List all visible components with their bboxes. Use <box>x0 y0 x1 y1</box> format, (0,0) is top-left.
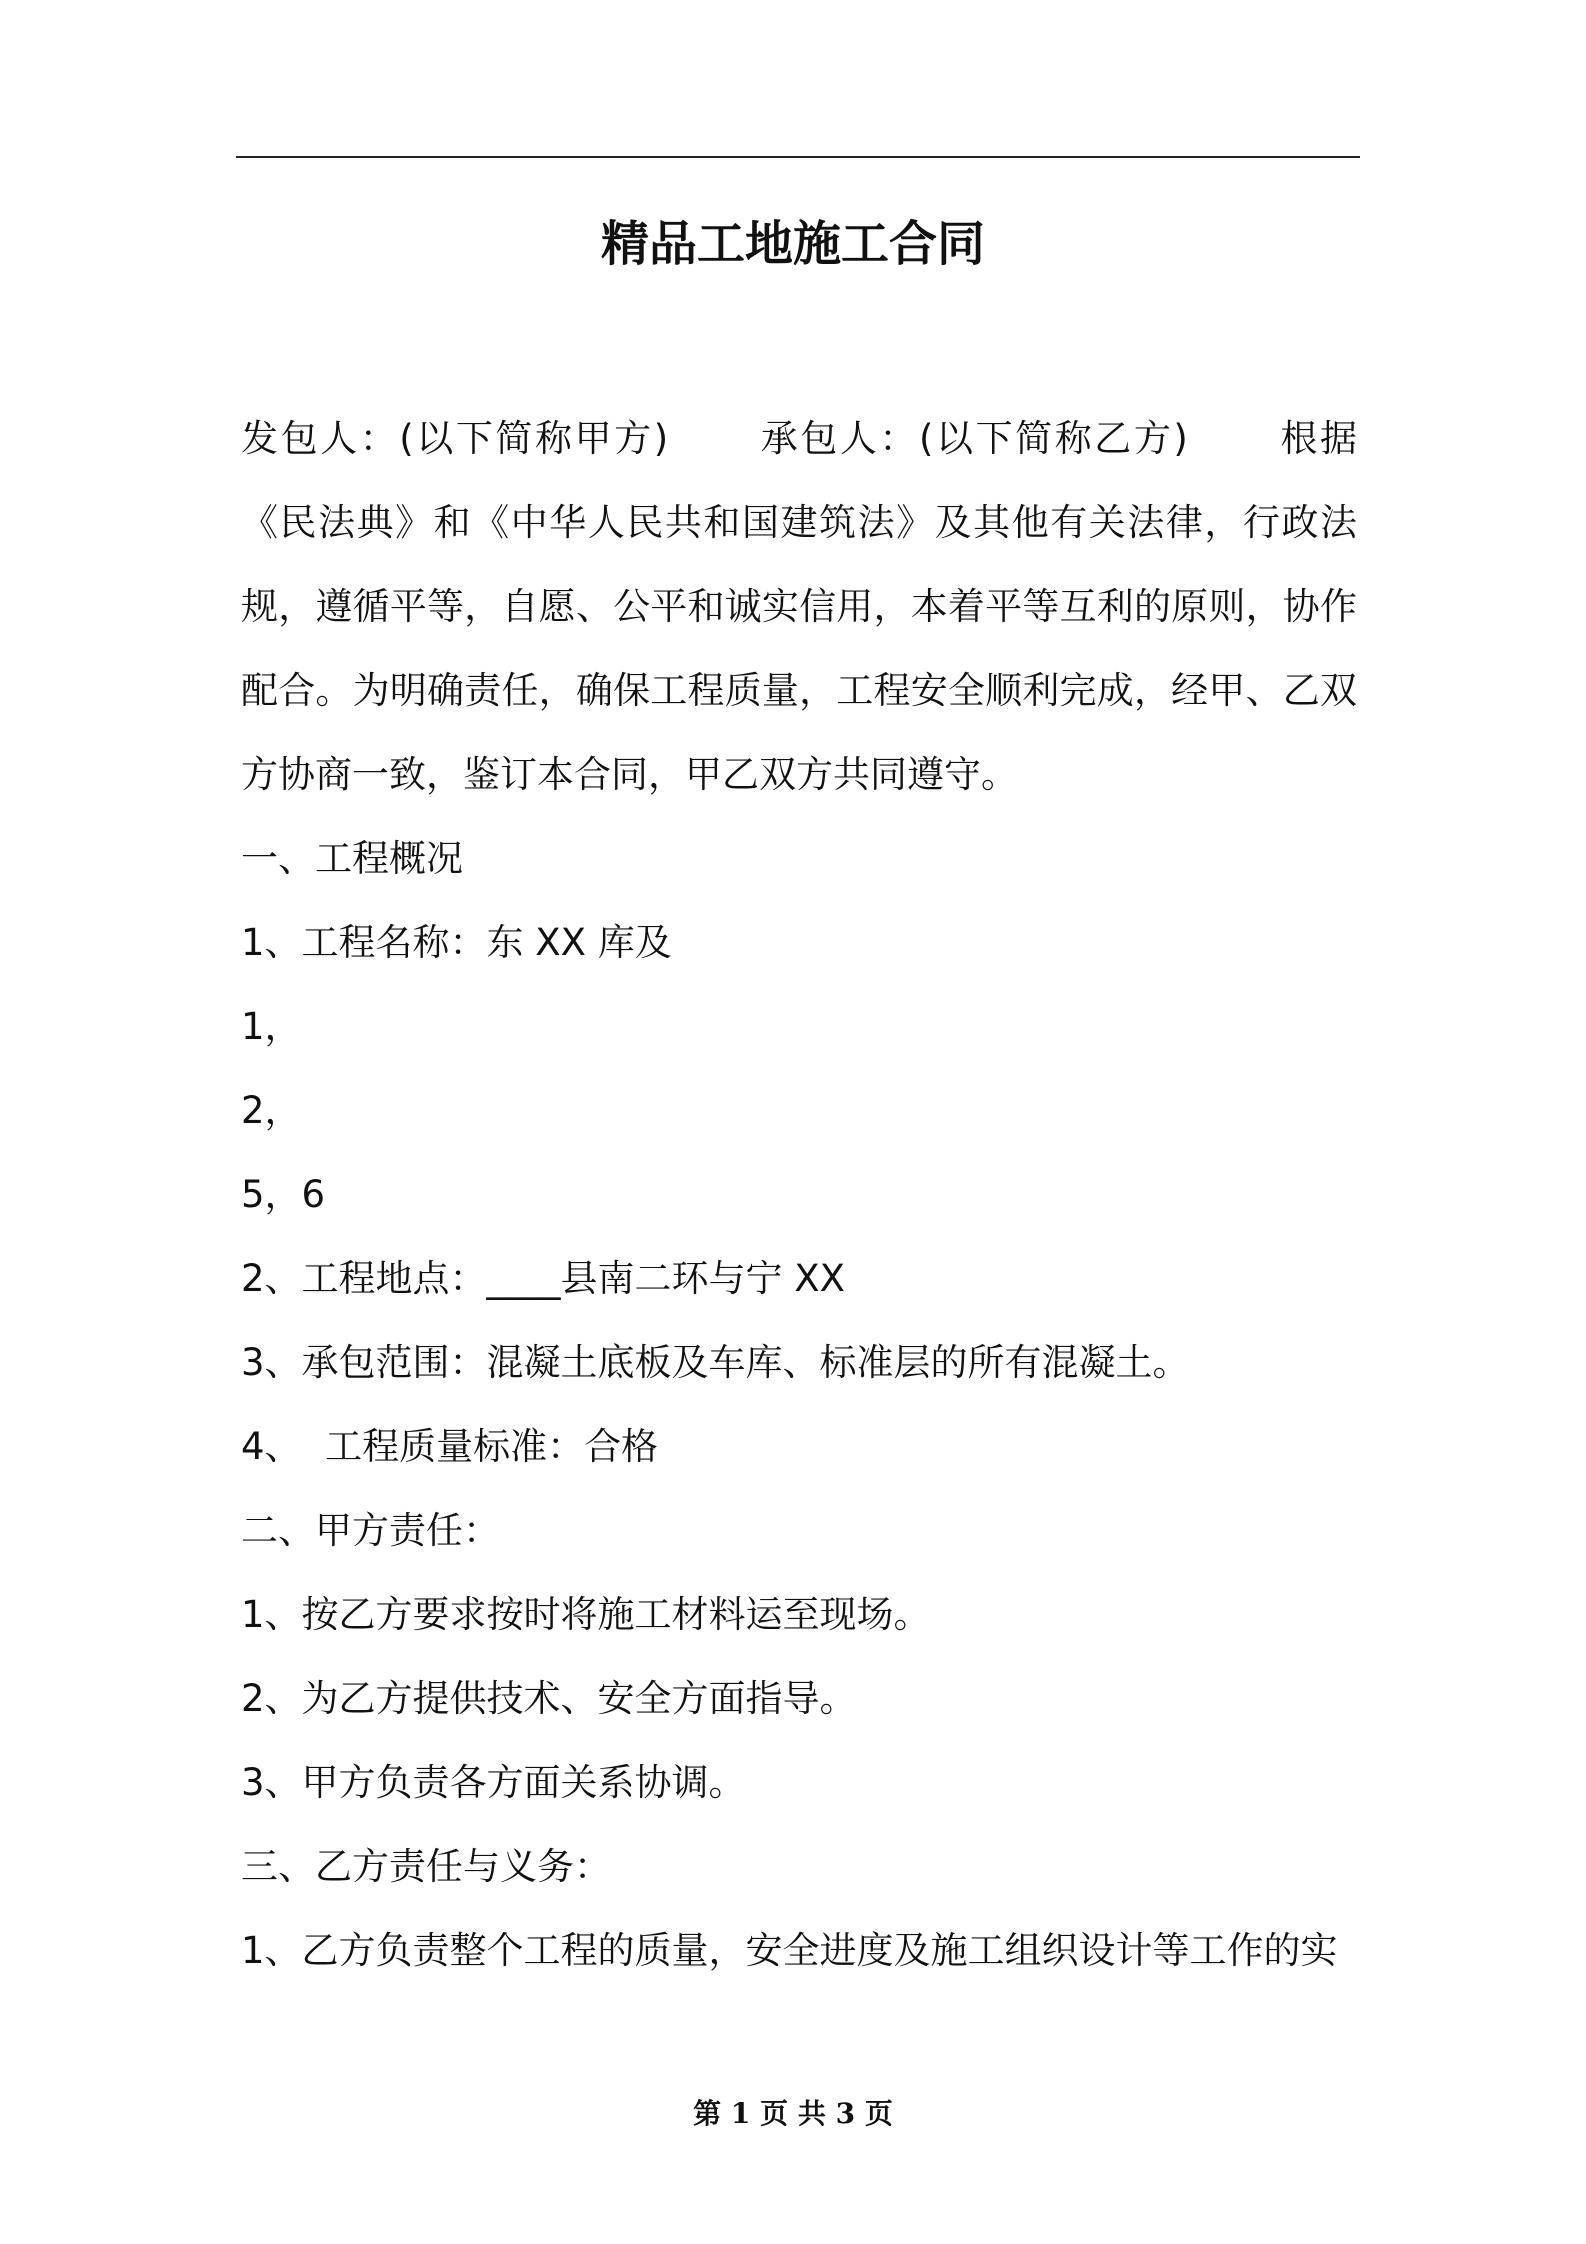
quality-standard-line: 4、 工程质量标准：合格 <box>241 1425 659 1468</box>
header-rule <box>236 156 1360 158</box>
project-location-line: 2、工程地点：____县南二环与宁 XX <box>241 1257 845 1300</box>
party-a-duty-line: 2、为乙方提供技术、安全方面指导。 <box>241 1677 857 1720</box>
intro-body-text: 根据《民法典》和《中华人民共和国建筑法》及其他有关法律，行政法规，遵循平等，自愿、公平和诚实信用，本着平等互利的原则，协作配合。为明确责任，确保工程质量，工程安全顺利完成，经甲、乙双方协商一致，鉴订本合同，甲乙双方共同遵守。 <box>241 417 1357 796</box>
party-a-duty-line: 1、按乙方要求按时将施工材料运至现场。 <box>241 1593 931 1636</box>
list-line: 2， <box>241 1089 302 1132</box>
section-heading-overview: 一、工程概况 <box>241 837 463 880</box>
list-line: 1， <box>241 1005 302 1048</box>
intro-paragraph <box>241 397 1357 817</box>
project-name-line: 1、工程名称：东 XX 库及 <box>241 921 672 964</box>
contract-scope-line: 3、承包范围：混凝土底板及车库、标准层的所有混凝土。 <box>241 1341 1190 1384</box>
page-number-label: 第 1 页 共 3 页 <box>693 2097 893 2130</box>
party-b-label: 承包人：(以下简称乙方) <box>758 417 1188 460</box>
page-footer <box>0 2094 1586 2134</box>
document-body <box>241 397 1357 1993</box>
party-a-duty-line: 3、甲方负责各方面关系协调。 <box>241 1761 746 1804</box>
section-heading-party-b: 三、乙方责任与义务： <box>241 1845 611 1888</box>
list-line: 5，6 <box>241 1173 326 1216</box>
party-a-label: 发包人：(以下简称甲方) <box>241 417 669 460</box>
document-title: 精品工地施工合同 <box>600 216 985 272</box>
party-b-duty-line: 1、乙方负责整个工程的质量，安全进度及施工组织设计等工作的实 <box>241 1929 1338 1972</box>
section-heading-party-a: 二、甲方责任： <box>241 1509 500 1552</box>
